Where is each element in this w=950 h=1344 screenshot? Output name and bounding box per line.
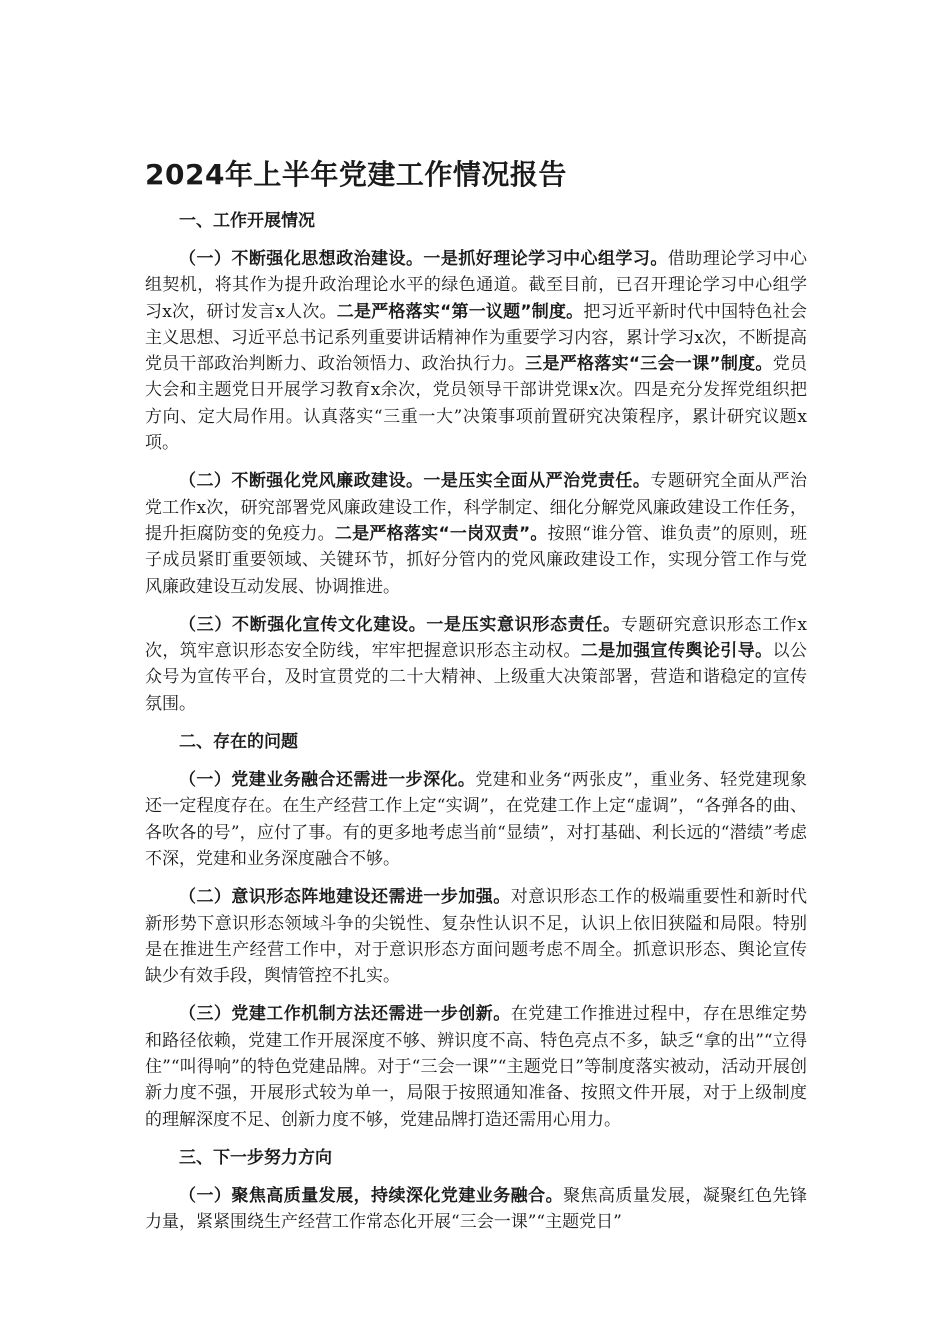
paragraph-text: 按照“谁分管、谁负责”的原则，班子成员紧盯重要领域、关键环节，抓好分管内的党风廉政建设工作，实现分管工作与党风廉政建设互动发展、协调推进。 [145,523,807,597]
section-heading: 一、工作开展情况 [179,211,315,231]
bold-lead-text: 一是压实全面从严治党责任。 [423,471,651,492]
document-title: 2024年上半年党建工作情况报告 [145,158,567,191]
body-paragraph [145,884,807,989]
paragraph-text: 以公众号为宣传平台，及时宣贯党的二十大精神、上级重大决策部署，营造和谐稳定的宣传氛围。 [145,641,808,714]
document-page [145,150,807,1248]
bold-lead-text: 二是加强宣传舆论引导。 [580,641,773,662]
bold-lead-text: （一）党建业务融合还需进一步深化。 [179,770,476,791]
bold-lead-text: （三）党建工作机制方法还需进一步创新。 [179,1004,511,1025]
paragraph-text: 借助理论学习中心组契机，将其作为提升政治理论水平的绿色通道。截至目前，已召开理论学习中心组学习x次，研讨发言x人次。 [145,249,808,322]
bold-lead-text: 二是严格落实“第一议题”制度。 [336,301,584,322]
document-body [145,208,807,1236]
paragraph-text: 党建和业务“两张皮”，重业务、轻党建现象还一定程度存在。在生产经营工作上定“实调”，在党建工作上定“虚调”，“各弹各的曲、各吹各的号”，应付了事。有的更多地考虑当前“显绩”，对打基础、利长远的“潜绩”考虑不深，党建和业务深度融合不够。 [145,770,807,869]
paragraph-text: 专题研究全面从严治党工作x次，研究部署党风廉政建设工作，科学制定、细化分解党风廉政建设工作任务，提升拒腐防变的免疫力。 [145,471,808,544]
paragraph-text: 聚焦高质量发展，凝聚红色先锋力量，紧紧围绕生产经营工作常态化开展“三会一课”“主题党日” [145,1185,808,1233]
bold-lead-text: 一是压实意识形态责任。 [426,614,621,635]
paragraph-text: 把习近平新时代中国特色社会主义思想、习近平总书记系列重要讲话精神作为重要学习内容，累计学习x次，不断提高党员干部政治判断力、政治领悟力、政治执行力。 [145,301,807,375]
bold-lead-text: 二是严格落实“一岗双责”。 [334,523,548,544]
paragraph-text: 在党建工作推进过程中，存在思维定势和路径依赖，党建工作开展深度不够、辨识度不高、特色亮点不多，缺乏“拿的出”“立得住”“叫得响”的特色党建品牌。对于“三会一课”“主题党日”等制度落实被动，活动开展创新力度不强，开展形式较为单一，局限于按照通知准备、按照文件开展，对于上级制度的理解深度不足、创新力度不够，党建品牌打造还需用心用力。 [145,1004,808,1130]
bold-lead-text: 三是严格落实“三会一课”制度。 [525,354,773,375]
bold-lead-text: 一是抓好理论学习中心组学习。 [423,249,668,269]
bold-lead-text: （三）不断强化宣传文化建设。 [179,614,427,635]
bold-lead-text: （一）聚焦高质量发展，持续深化党建业务融合。 [179,1185,564,1206]
bold-lead-text: （二）不断强化党风廉政建设。 [179,471,424,492]
body-paragraph [145,246,807,456]
paragraph-text: 党员大会和主题党日开展学习教育x余次，党员领导干部讲党课x次。四是充分发挥党组织把方向、定大局作用。认真落实“三重一大”决策事项前置研究决策程序，累计研究议题x项。 [145,354,807,454]
paragraph-text: 专题研究意识形态工作x次，筑牢意识形态安全防线，牢牢把握意识形态主动权。 [145,614,808,662]
body-paragraph [145,468,807,599]
section-heading: 二、存在的问题 [179,732,298,753]
bold-lead-text: （二）意识形态阵地建设还需进一步加强。 [179,887,511,908]
body-paragraph [145,767,807,872]
body-paragraph [145,1001,807,1132]
body-paragraph [145,612,807,717]
paragraph-text: 对意识形态工作的极端重要性和新时代新形势下意识形态领域斗争的尖锐性、复杂性认识不足，认识上依旧狭隘和局限。特别是在推进生产经营工作中，对于意识形态方面问题考虑不周全。抓意识形态、舆论宣传缺少有效手段，舆情管控不扎实。 [145,887,808,987]
body-paragraph [145,1183,807,1236]
bold-lead-text: （一）不断强化思想政治建设。 [179,249,424,269]
section-heading: 三、下一步努力方向 [179,1147,332,1168]
